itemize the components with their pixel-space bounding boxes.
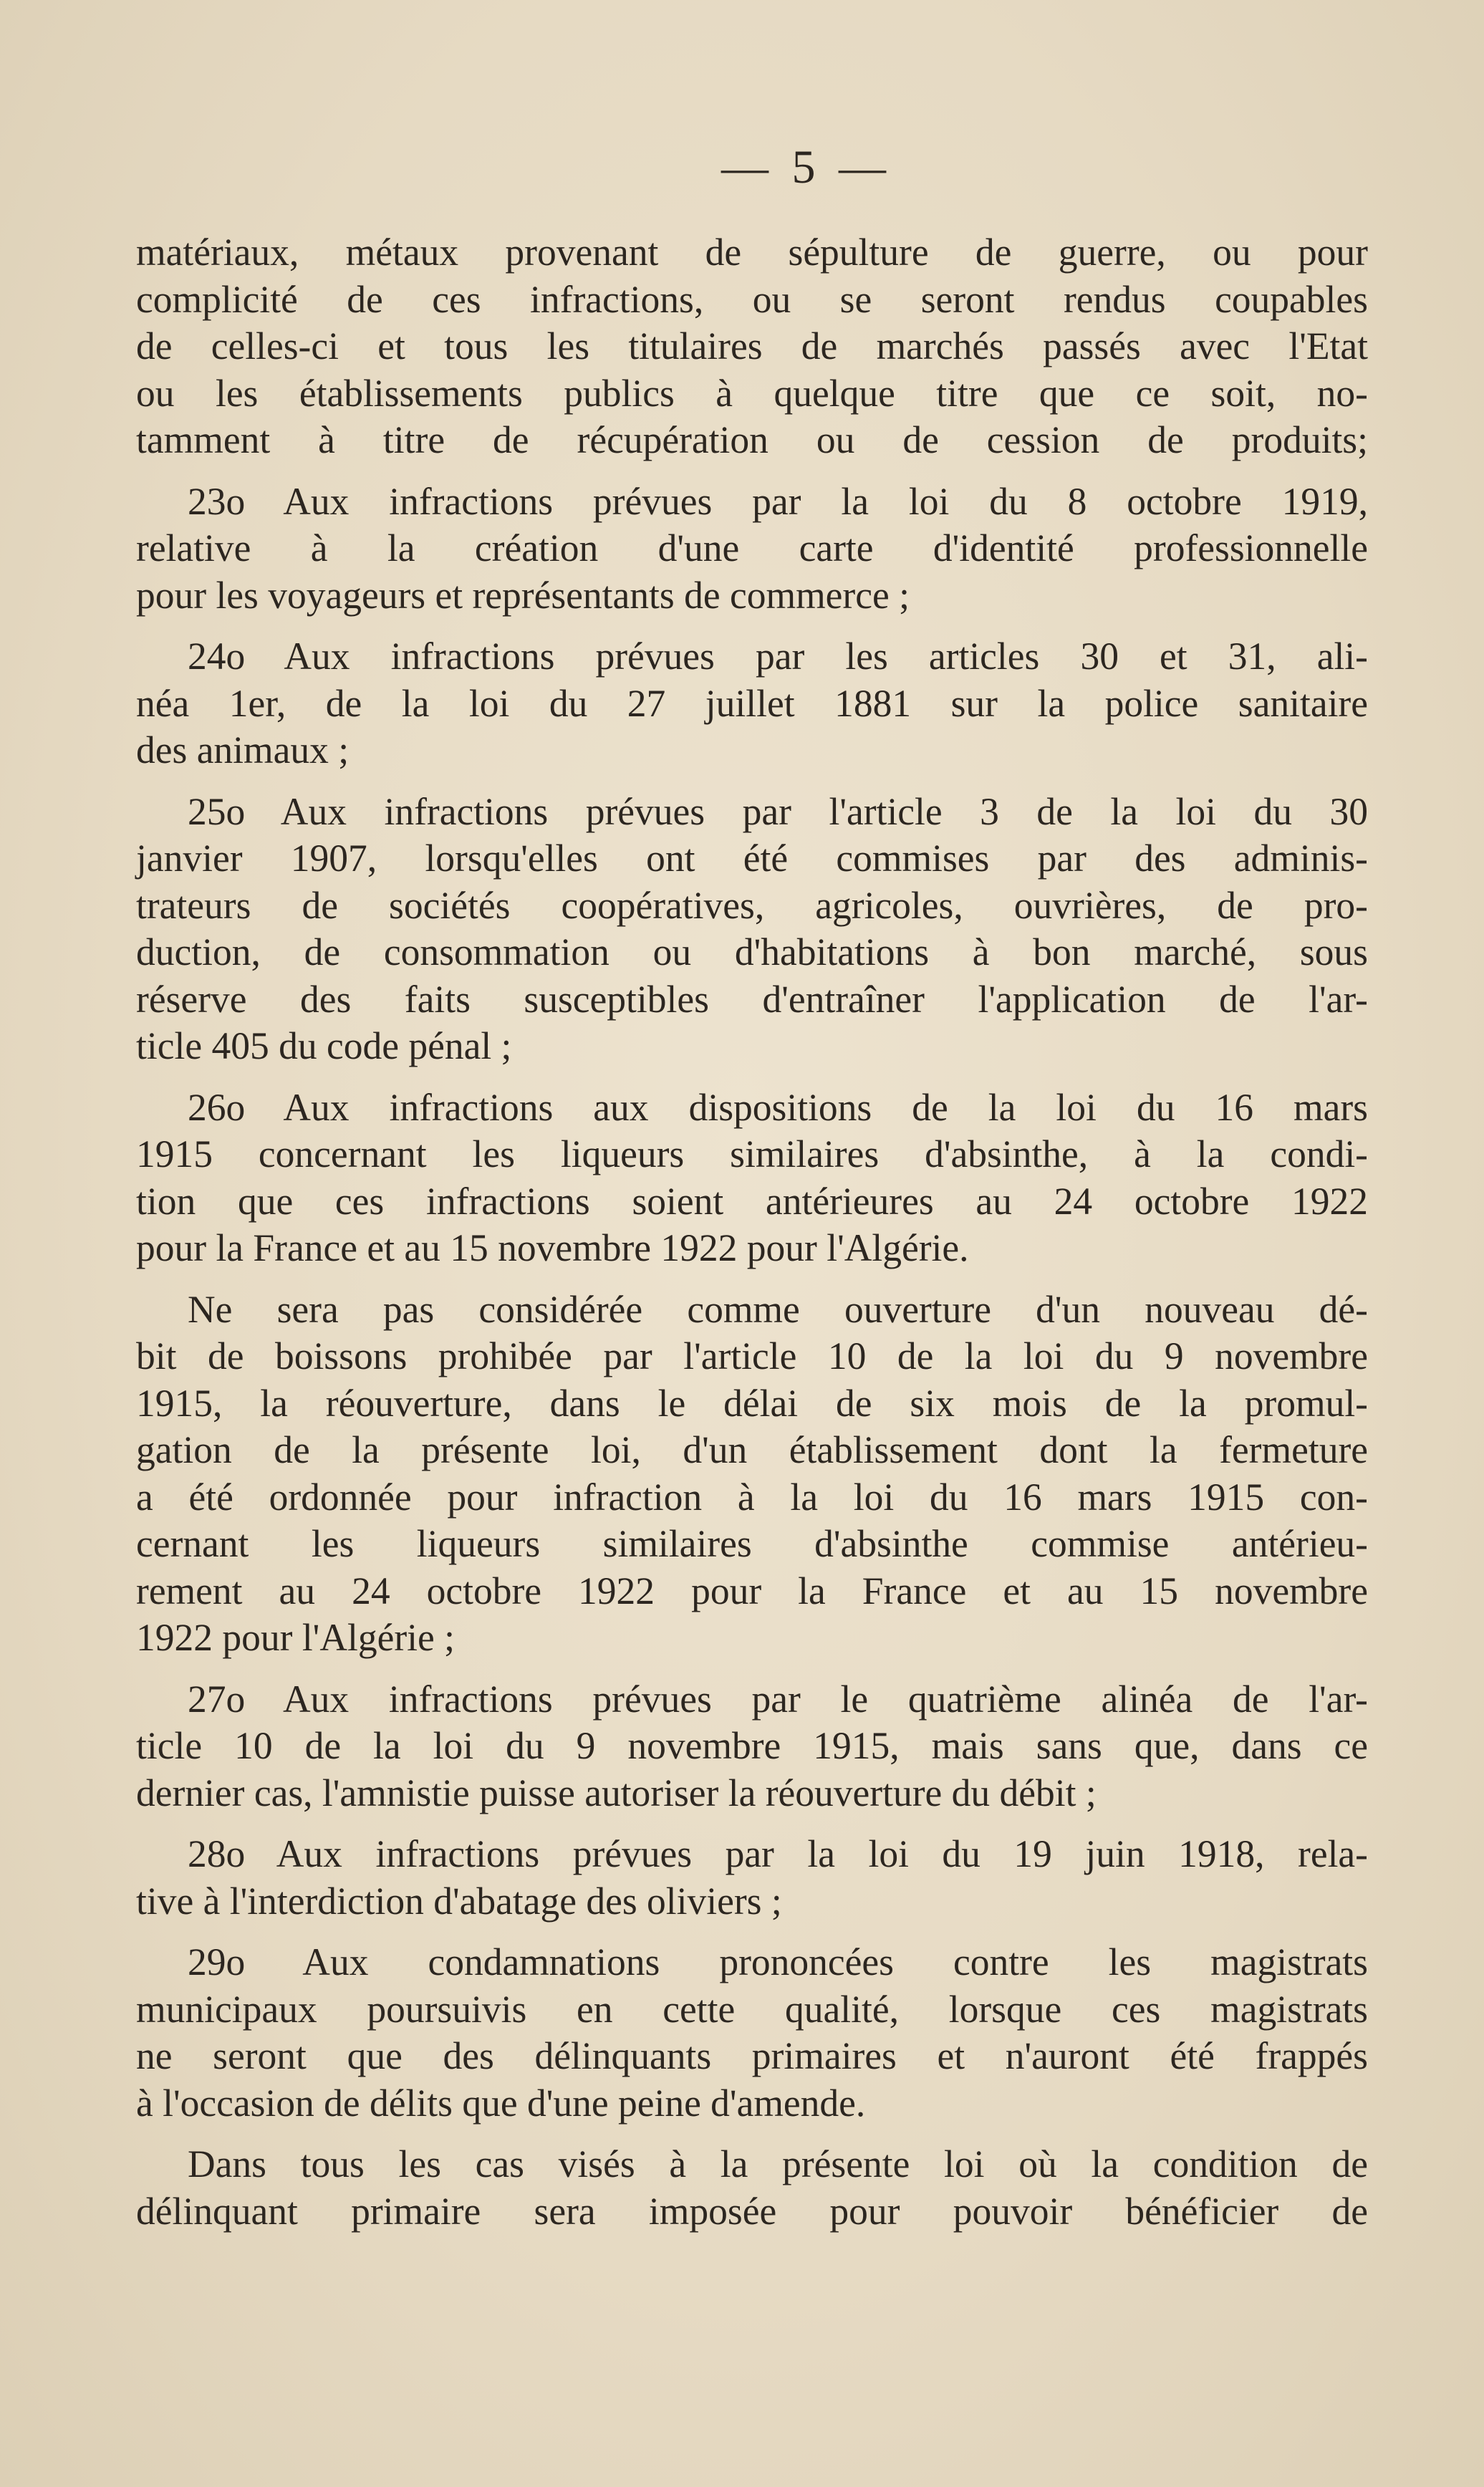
text-line: délinquant primaire sera imposée pour pouvoir bénéficier de — [136, 2189, 1368, 2233]
text-line: réserve des faits susceptibles d'entraîner l'application de l'ar- — [136, 977, 1368, 1021]
text-line: de celles-ci et tous les titulaires de marchés passés avec l'Etat — [136, 324, 1368, 367]
paragraph-item-23 — [136, 478, 1368, 620]
text-line: tion que ces infractions soient antérieures au 24 octobre 1922 — [136, 1179, 1368, 1223]
text-line: 1915 concernant les liqueurs similaires d'absinthe, à la condi- — [136, 1132, 1368, 1175]
text-line: janvier 1907, lorsqu'elles ont été commises par des adminis- — [136, 837, 1368, 880]
text-line: ou les établissements publics à quelque titre que ce soit, no- — [136, 371, 1368, 415]
text-line: 1915, la réouverture, dans le délai de six mois de la promul- — [136, 1381, 1368, 1425]
text-line: tive à l'interdiction d'abatage des oliviers ; — [136, 1879, 782, 1923]
text-line: matériaux, métaux provenant de sépulture de guerre, ou pour — [136, 231, 1368, 274]
text-line: 27o Aux infractions prévues par le quatrième alinéa de l'ar- — [188, 1677, 1368, 1721]
text-line: des animaux ; — [136, 728, 350, 771]
text-line: 25o Aux infractions prévues par l'article 3 de la loi du 30 — [188, 789, 1368, 833]
paragraph-final-clause — [136, 2141, 1368, 2235]
text-line: ticle 405 du code pénal ; — [136, 1024, 512, 1067]
paragraph-item-26 — [136, 1084, 1368, 1272]
text-line: trateurs de sociétés coopératives, agricoles, ouvrières, de pro- — [136, 883, 1368, 927]
text-line: cernant les liqueurs similaires d'absinthe commise antérieu- — [136, 1522, 1368, 1565]
text-line: 26o Aux infractions aux dispositions de la loi du 16 mars — [188, 1085, 1368, 1129]
paragraph-item-27 — [136, 1676, 1368, 1817]
paragraph-item-29 — [136, 1939, 1368, 2127]
text-line: pour les voyageurs et représentants de commerce ; — [136, 573, 910, 617]
text-line: ticle 10 de la loi du 9 novembre 1915, mais sans que, dans ce — [136, 1724, 1368, 1767]
text-line: 1922 pour l'Algérie ; — [136, 1616, 455, 1659]
text-line: a été ordonnée pour infraction à la loi du 16 mars 1915 con- — [136, 1475, 1368, 1519]
text-line: gation de la présente loi, d'un établissement dont la fermeture — [136, 1428, 1368, 1471]
text-line: relative à la création d'une carte d'identité professionnelle — [136, 526, 1368, 569]
text-line: bit de boissons prohibée par l'article 10 de la loi du 9 novembre — [136, 1334, 1368, 1377]
text-line: dernier cas, l'amnistie puisse autoriser la réouverture du débit ; — [136, 1771, 1097, 1814]
text-line: Dans tous les cas visés à la présente loi où la condition de — [188, 2142, 1368, 2185]
paragraph-item-28 — [136, 1831, 1368, 1925]
text-line: 28o Aux infractions prévues par la loi du 19 juin 1918, rela- — [188, 1832, 1368, 1875]
text-line: néa 1er, de la loi du 27 juillet 1881 sur la police sanitaire — [136, 681, 1368, 725]
page-number: — 5 — — [721, 141, 892, 193]
paragraph-item-25 — [136, 789, 1368, 1070]
text-line: 24o Aux infractions prévues par les articles 30 et 31, ali- — [188, 635, 1368, 678]
text-line: 29o Aux condamnations prononcées contre les magistrats — [188, 1940, 1368, 1983]
body-text — [136, 229, 1368, 2235]
text-line: ne seront que des délinquants primaires et n'auront été frappés — [136, 2034, 1368, 2077]
text-line: à l'occasion de délits que d'une peine d'amende. — [136, 2081, 866, 2125]
text-line: tamment à titre de récupération ou de cession de produits; — [136, 418, 1368, 461]
paragraph-item-24 — [136, 633, 1368, 774]
paragraph-continuation — [136, 229, 1368, 464]
text-line: Ne sera pas considérée comme ouverture d'un nouveau dé- — [188, 1287, 1368, 1331]
text-line: 23o Aux infractions prévues par la loi du 8 octobre 1919, — [188, 479, 1368, 523]
text-line: pour la France et au 15 novembre 1922 pour l'Algérie. — [136, 1226, 969, 1269]
text-line: complicité de ces infractions, ou se seront rendus coupables — [136, 277, 1368, 321]
text-line: municipaux poursuivis en cette qualité, lorsque ces magistrats — [136, 1987, 1368, 2031]
text-line: rement au 24 octobre 1922 pour la France et au 15 novembre — [136, 1569, 1368, 1612]
paragraph-reopening-clause — [136, 1286, 1368, 1662]
text-line: duction, de consommation ou d'habitations à bon marché, sous — [136, 930, 1368, 973]
